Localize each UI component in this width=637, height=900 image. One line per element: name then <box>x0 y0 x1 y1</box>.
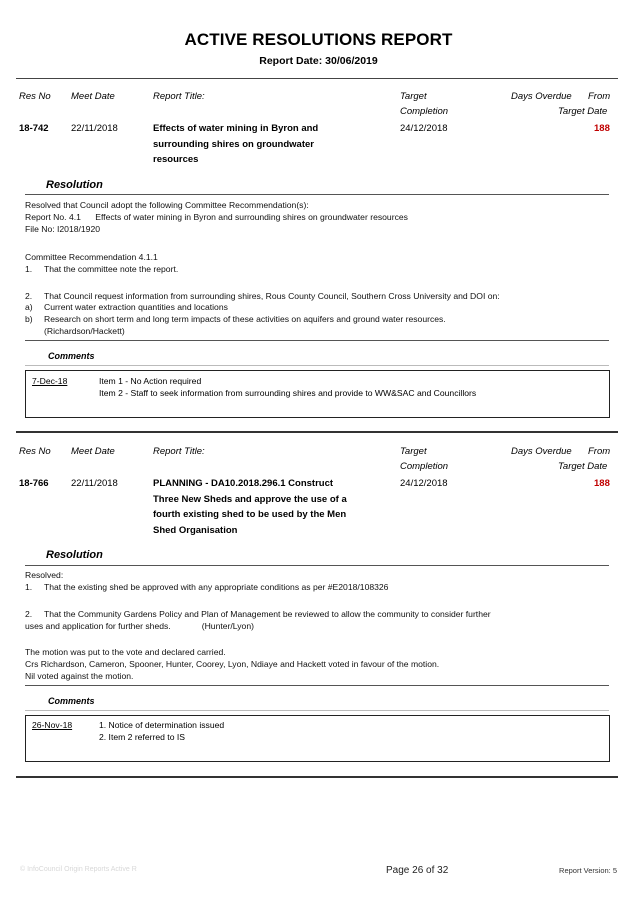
resolution-line <box>25 570 63 581</box>
comment-line: 1. Notice of determination issued <box>99 720 225 730</box>
item-text: That Council request information from surrounding shires, Rous County Council, Southern Cross University and DOI on: <box>44 291 500 301</box>
resolution-heading: Resolution <box>46 549 103 561</box>
resolution-line <box>25 264 178 275</box>
resolution-line <box>25 291 500 302</box>
column-header-target-date: Target Date <box>558 106 608 117</box>
comment-box <box>25 370 610 418</box>
resolution-end-rule <box>25 340 609 341</box>
record-meet-date: 22/11/2018 <box>71 478 118 489</box>
resolution-line <box>25 647 226 658</box>
record-res-no: 18-742 <box>19 123 49 134</box>
resolution-line <box>25 302 228 313</box>
record-res-no: 18-766 <box>19 478 49 489</box>
comment-date: 26-Nov-18 <box>32 720 73 730</box>
item-text: The motion was put to the vote and declared carried. <box>25 647 226 657</box>
comments-heading: Comments <box>48 351 95 361</box>
item-text: Research on short term and long term impacts of these activities on aquifers and ground water resources. <box>44 314 446 324</box>
column-header-target-date: Target Date <box>558 461 608 472</box>
column-header-res-no: Res No <box>19 91 51 102</box>
record-target-completion: 24/12/2018 <box>400 123 448 134</box>
item-text: uses and application for further sheds. (Hunter/Lyon) <box>25 621 254 631</box>
item-text: Committee Recommendation 4.1.1 <box>25 252 158 262</box>
bottom-rule <box>16 776 618 778</box>
item-text: That the Community Gardens Policy and Plan of Management be reviewed to allow the community to consider further <box>44 609 491 619</box>
resolution-heading: Resolution <box>46 179 103 191</box>
record-target-completion: 24/12/2018 <box>400 478 448 489</box>
report-title-line: Three New Sheds and approve the use of a <box>153 493 347 505</box>
resolution-line <box>25 582 388 593</box>
page-number: Page 26 of 32 <box>386 865 449 876</box>
item-number: 2. <box>25 609 33 619</box>
column-header-completion: Completion <box>400 461 449 472</box>
item-number: 1. <box>25 264 33 274</box>
comment-line: Item 1 - No Action required <box>99 376 202 386</box>
resolution-end-rule <box>25 685 609 686</box>
resolution-line <box>25 671 133 682</box>
report-title-line: Effects of water mining in Byron and <box>153 123 319 134</box>
item-text: File No: I2018/1920 <box>25 224 101 234</box>
item-text: (Richardson/Hackett) <box>44 326 125 336</box>
column-header-report-title: Report Title: <box>153 91 205 102</box>
column-header-from: From <box>588 91 611 102</box>
comment-date: 7-Dec-18 <box>32 376 68 386</box>
item-text: Resolved: <box>25 570 64 580</box>
report-version: Report Version: 5 <box>559 866 617 875</box>
resolution-line <box>25 212 408 223</box>
record-report-title <box>153 121 318 168</box>
item-text: Report No. 4.1 Effects of water mining in Byron and surrounding shires on groundwater resources <box>25 212 408 222</box>
item-text: Nil voted against the motion. <box>25 671 134 681</box>
report-title-line: PLANNING - DA10.2018.296.1 Construct <box>153 478 334 489</box>
resolution-line <box>25 314 446 325</box>
footer-left: © InfoCouncil Origin Reports Active R <box>20 866 137 873</box>
item-number: 2. <box>25 291 33 301</box>
report-title-line: resources <box>153 154 199 165</box>
item-text: Resolved that Council adopt the following Committee Recommendation(s): <box>25 200 309 210</box>
report-title-line: Shed Organisation <box>153 524 238 536</box>
column-header-report-title: Report Title: <box>153 446 205 457</box>
comment-line: Item 2 - Staff to seek information from surrounding shires and provide to WW&SAC and Councillors <box>99 388 477 398</box>
resolution-line <box>25 224 100 235</box>
item-number: a) <box>25 302 33 312</box>
report-title-line: surrounding shires on groundwater <box>153 138 314 150</box>
record-days-overdue: 188 <box>594 123 610 134</box>
column-header-meet-date: Meet Date <box>71 446 115 457</box>
comment-line: 2. Item 2 referred to IS <box>99 732 185 742</box>
column-header-target: Target <box>400 91 427 102</box>
resolution-line <box>25 326 125 337</box>
comments-rule <box>25 365 609 366</box>
column-header-target: Target <box>400 446 427 457</box>
item-text: That the existing shed be approved with any appropriate conditions as per #E2018/108326 <box>44 582 389 592</box>
item-text: Current water extraction quantities and locations <box>44 302 228 312</box>
report-title-line: fourth existing shed to be used by the Men <box>153 509 347 520</box>
report-title: ACTIVE RESOLUTIONS REPORT <box>184 30 453 49</box>
resolution-line <box>25 200 309 211</box>
resolution-rule <box>25 565 609 566</box>
record-days-overdue: 188 <box>594 478 610 489</box>
resolution-line <box>25 252 158 263</box>
column-header-completion: Completion <box>400 106 449 117</box>
comment-box <box>25 715 610 762</box>
column-header-res-no: Res No <box>19 446 51 457</box>
column-header-days-overdue: Days Overdue <box>511 446 572 457</box>
report-date: Report Date: 30/06/2019 <box>259 55 378 67</box>
item-text: Crs Richardson, Cameron, Spooner, Hunter, Coorey, Lyon, Ndiaye and Hackett voted in favour of the motion. <box>25 659 440 669</box>
item-number: b) <box>25 314 33 324</box>
column-header-days-overdue: Days Overdue <box>511 91 572 102</box>
record-report-title <box>153 476 347 538</box>
resolution-line <box>25 659 439 670</box>
item-text: That the committee note the report. <box>44 264 179 274</box>
item-number: 1. <box>25 582 33 592</box>
comments-rule <box>25 710 609 711</box>
column-header-from: From <box>588 446 611 457</box>
resolution-rule <box>25 194 609 195</box>
column-header-meet-date: Meet Date <box>71 91 115 102</box>
header-top-rule <box>16 78 618 79</box>
record-separator-rule <box>16 431 618 433</box>
comments-heading: Comments <box>48 696 95 706</box>
resolution-line <box>25 609 491 620</box>
record-meet-date: 22/11/2018 <box>71 123 118 134</box>
resolution-line <box>25 621 254 632</box>
